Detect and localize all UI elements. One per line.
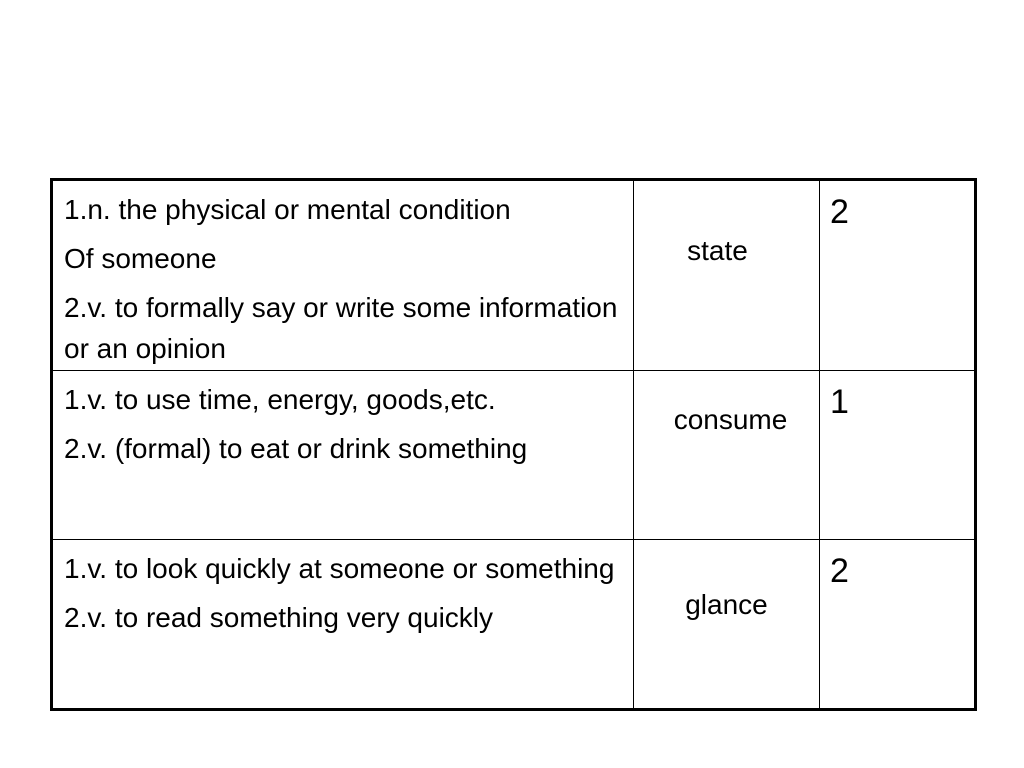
number-cell: 2 [820, 540, 976, 710]
number-cell: 2 [820, 180, 976, 371]
table-row [52, 540, 976, 710]
definition-cell [52, 371, 634, 540]
definition-line: 1.v. to look quickly at someone or something [64, 553, 615, 584]
definition-line: 2.v. to formally say or write some information or an opinion [64, 292, 618, 364]
definition-line: 2.v. (formal) to eat or drink something [64, 433, 528, 464]
definition-line: 1.v. to use time, energy, goods,etc. [64, 384, 496, 415]
word-cell [634, 180, 820, 371]
word-label: state [687, 235, 748, 266]
definition-cell [52, 540, 634, 710]
definition-line: 2.v. to read something very quickly [64, 602, 494, 633]
word-cell [634, 371, 820, 540]
word-label: glance [685, 589, 768, 620]
word-label: consume [673, 404, 788, 435]
table-row [52, 180, 976, 371]
word-cell [634, 540, 820, 710]
definition-line: Of someone [64, 243, 217, 274]
number-cell: 1 [820, 371, 976, 540]
table-row [52, 371, 976, 540]
definition-cell [52, 180, 634, 371]
definition-line: 1.n. the physical or mental condition [64, 194, 511, 225]
vocabulary-table [50, 178, 977, 711]
